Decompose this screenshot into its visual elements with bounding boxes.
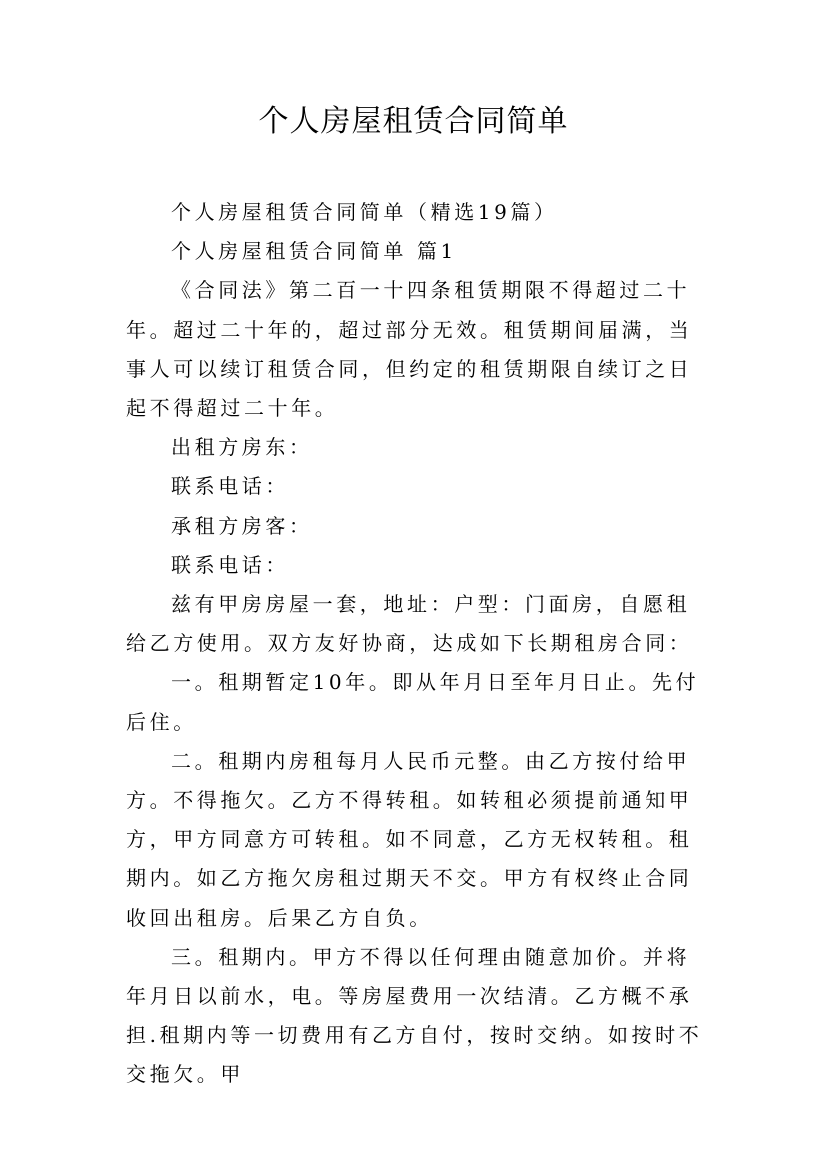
paragraph-tenant: 承租方房客： xyxy=(171,513,313,538)
paragraph-landlord: 出租方房东： xyxy=(171,435,313,460)
paragraph-clause-3: 三。租期内。甲方不得以任何理由随意加价。并将年月日以前水，电。等房屋费用一次结清。乙方概不承担.租期内等一切费用有乙方自付，按时交纳。如按时不交拖欠。甲 xyxy=(126,944,703,1087)
paragraph-clause-2: 二。租期内房租每月人民币元整。由乙方按付给甲方。不得拖欠。乙方不得转租。如转租必须提前通知甲方，甲方同意方可转租。如不同意，乙方无权转租。租期内。如乙方拖欠房租过期天不交。甲方有权终止合同收回出租房。后果乙方自负。 xyxy=(126,748,693,930)
document-body xyxy=(126,193,710,1095)
paragraph-property: 兹有甲房房屋一套，地址：户型：门面房，自愿租给乙方使用。双方友好协商，达成如下长期租房合同： xyxy=(126,592,693,656)
paragraph-subtitle: 个人房屋租赁合同简单（精选19篇） xyxy=(171,200,558,224)
paragraph-contract-law: 《合同法》第二百一十四条租赁期限不得超过二十年。超过二十年的，超过部分无效。租赁期间届满，当事人可以续订租赁合同，但约定的租赁期限自续订之日起不得超过二十年。 xyxy=(126,278,693,421)
paragraph-section-heading: 个人房屋租赁合同简单 篇1 xyxy=(171,239,457,264)
paragraph-clause-1: 一。租期暂定10年。即从年月日至年月日止。先付后住。 xyxy=(126,670,700,734)
paragraph-tenant-phone: 联系电话： xyxy=(171,552,289,577)
paragraph-landlord-phone: 联系电话： xyxy=(171,474,289,499)
document-title: 个人房屋租赁合同简单 xyxy=(258,104,569,139)
